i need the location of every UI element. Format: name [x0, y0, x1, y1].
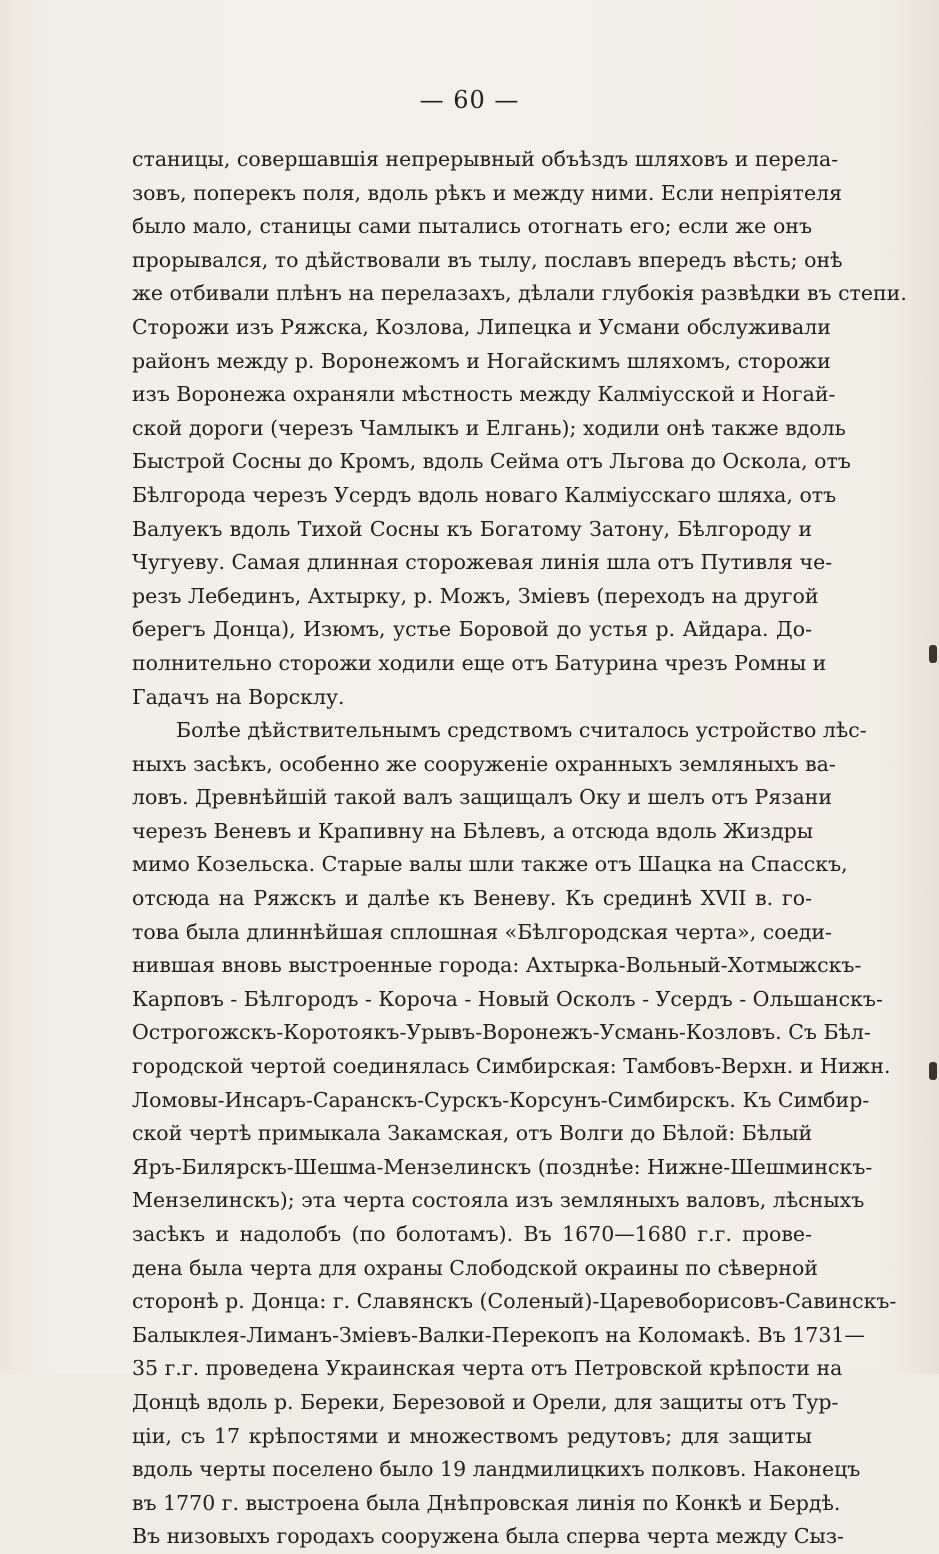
text-line: ловъ. Древнѣйшій такой валъ защищалъ Оку и шелъ отъ Рязани — [132, 785, 833, 810]
text-line: Въ низовыхъ городахъ сооружена была сперва черта между Сыз- — [132, 1524, 844, 1549]
text-line: полнительно сторожи ходили еще отъ Батурина чрезъ Ромны и — [132, 650, 827, 675]
text-line: отсюда на Ряжскъ и далѣе къ Веневу. Къ срединѣ XVII в. го- — [132, 886, 812, 911]
text-line: прорывался, то дѣйствовали въ тылу, пославъ впередъ вѣсть; онѣ — [132, 247, 843, 272]
text-line: сторонѣ р. Донца: г. Славянскъ (Соленый)-Царевоборисовъ-Савинскъ- — [132, 1289, 897, 1314]
text-line: Чугуеву. Самая длинная сторожевая линія шла отъ Путивля че- — [132, 550, 833, 575]
text-line: станицы, совершавшія непрерывный объѣздъ шляховъ и перела- — [132, 147, 839, 171]
text-line: Гадачъ на Ворсклу. — [132, 684, 345, 709]
text-line: Сторожи изъ Ряжска, Козлова, Липецка и Усмани обслуживали — [132, 314, 831, 339]
text-line: черезъ Веневъ и Крапивну на Бѣлевъ, а отсюда вдоль Жиздры — [132, 818, 814, 843]
edge-mark — [929, 1062, 937, 1080]
body-text — [132, 143, 907, 1554]
text-line: Быстрой Сосны до Кромъ, вдоль Сейма отъ Льгова до Оскола, отъ — [132, 449, 851, 474]
text-line: въ 1770 г. выстроена была Днѣпровская линія по Конкѣ и Бердѣ. — [132, 1490, 841, 1515]
text-line: Карповъ - Бѣлгородъ - Короча - Новый Осколъ - Усердъ - Ольшанскъ- — [132, 986, 883, 1011]
text-line: районъ между р. Воронежомъ и Ногайскимъ шляхомъ, сторожи — [132, 348, 831, 373]
text-line: Яръ-Билярскъ-Шешма-Мензелинскъ (позднѣе: Нижне-Шешминскъ- — [132, 1154, 873, 1179]
text-line: нившая вновь выстроенные города: Ахтырка-Вольный-Хотмыжскъ- — [132, 953, 862, 978]
text-line: мимо Козельска. Старые валы шли также отъ Шацка на Спасскъ, — [132, 852, 848, 877]
page-number: — 60 — — [419, 86, 520, 114]
text-line: вдоль черты поселено было 19 ландмилицкихъ полковъ. Наконецъ — [132, 1457, 861, 1482]
text-line: дена была черта для охраны Слободской окраины по сѣверной — [132, 1255, 818, 1280]
text-line: ныхъ засѣкъ, особенно же сооруженіе охранныхъ земляныхъ ва- — [132, 751, 836, 776]
text-line: това была длиннѣйшая сплошная «Бѣлгородская черта», соеди- — [132, 919, 832, 944]
text-line: Острогожскъ-Коротоякъ-Урывъ-Воронежъ-Усмань-Козловъ. Съ Бѣл- — [132, 1020, 871, 1045]
text-line: было мало, станицы сами пытались отогнать его; если же онъ — [132, 214, 812, 239]
edge-mark — [929, 645, 937, 663]
text-line: городской чертой соединялась Симбирская: Тамбовъ-Верхн. и Нижн. — [132, 1054, 891, 1079]
text-line: 35 г.г. проведена Украинская черта отъ Петровской крѣпости на — [132, 1356, 843, 1381]
text-line: Мензелинскъ); эта черта состояла изъ земляныхъ валовъ, лѣсныхъ — [132, 1188, 865, 1213]
text-line: изъ Воронежа охраняли мѣстность между Калміусской и Ногай- — [132, 382, 836, 407]
text-line: Донцѣ вдоль р. Береки, Березовой и Орели, для защиты отъ Тур- — [132, 1389, 839, 1414]
text-line: резъ Лебединъ, Ахтырку, р. Можъ, Зміевъ (переходъ на другой — [132, 583, 819, 608]
text-line: Бѣлгорода черезъ Усердъ вдоль новаго Калміусскаго шляха, отъ — [132, 482, 837, 507]
text-line: Валуекъ вдоль Тихой Сосны къ Богатому Затону, Бѣлгороду и — [132, 516, 812, 541]
text-line: берегъ Донца), Изюмъ, устье Боровой до устья р. Айдара. До- — [132, 617, 812, 642]
text-line: ской чертѣ примыкала Закамская, отъ Волги до Бѣлой: Бѣлый — [132, 1121, 813, 1146]
text-line: ціи, съ 17 крѣпостями и множествомъ редутовъ; для защиты — [132, 1423, 812, 1448]
text-line: засѣкъ и надолобъ (по болотамъ). Въ 1670—1680 г.г. прове- — [132, 1222, 812, 1246]
text-line: же отбивали плѣнъ на перелазахъ, дѣлали глубокія развѣдки въ степи. — [132, 281, 907, 306]
text-line: ской дороги (черезъ Чамлыкъ и Елгань); ходили онѣ также вдоль — [132, 415, 846, 440]
text-line: Болѣе дѣйствительнымъ средствомъ считалось устройство лѣс- — [176, 718, 867, 743]
text-line: Ломовы-Инсаръ-Саранскъ-Сурскъ-Корсунъ-Симбирскъ. Къ Симбир- — [132, 1087, 870, 1112]
text-line: Балыклея-Лиманъ-Зміевъ-Валки-Перекопъ на Коломакѣ. Въ 1731— — [132, 1322, 865, 1347]
text-line: зовъ, поперекъ поля, вдоль рѣкъ и между ними. Если непріятеля — [132, 180, 843, 205]
